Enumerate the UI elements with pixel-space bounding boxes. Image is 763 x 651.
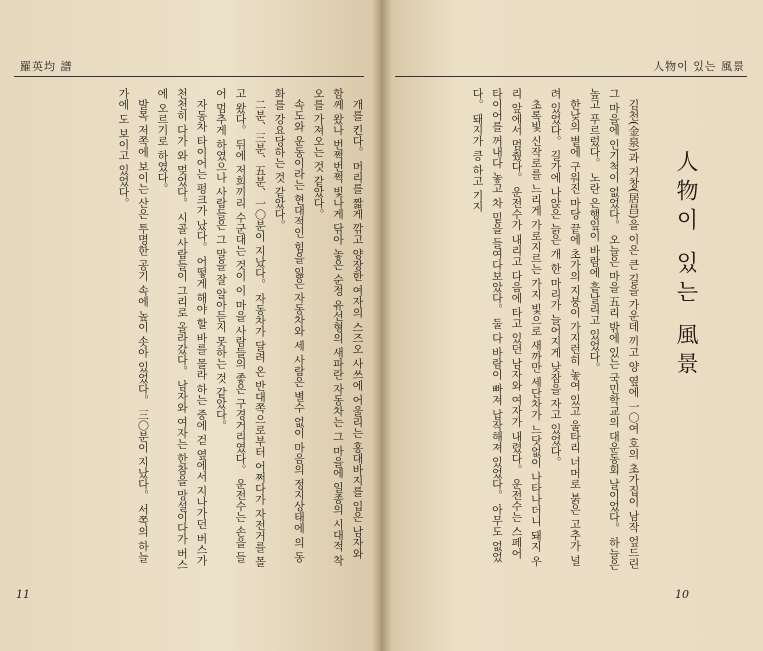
paragraph: 자동차 타이어는 펑크가 났다。 어떻게 해야 할 바를 몰라 하는 중에 걷 옆에서 지나가던 버스가 천천히 다가 와 멎었다。 시골 사람들이 그리로 올라갔다。 남자와 여자는 한참을 망설이다가 버스에 오르기로 하였다。 [156,88,208,570]
left-page [0,0,381,651]
running-head-right: 人物이 있는 風景 [653,60,745,73]
running-head-left: 羅英均 譜 [20,60,73,73]
header-rule-left [14,76,364,77]
paragraph: 김천(金泉)과 거창(居昌)을 이은 큰 길을 가운데 끼고 양 옆에 一〇여 호의 초가집이 남작 엎드린 그 마을에 인기척이 없었다。 오늘은 마을 五리 밖에 있는 국민학교의 대운동회 날이었다。 하늘은 높고 푸르렀다。 노란 은행잎이 바람에 흩날리고 있었다。 [588,88,640,570]
body-text-left [12,88,367,573]
chapter-title: 人物이 있는 風景 [673,150,698,381]
page-number-right: 10 [675,588,689,601]
paragraph: 二분、三분、五분、一〇분이 지났다。 자동차가 달려 온 반대쪽으로부터 어쩌다가 자전거를 몰고 왔다。 뒤에 저희끼리 수군대는 것이 이 마을 사람들의 좋은 구경거리였다。 운전수는 손을 들어 멈추게 하였으나 사람들은 그 말을 잘 알아듣지 못하는 것 같았다。 [214,88,267,567]
header-rule-right [395,76,747,77]
paragraph: 한낮의 볕에 구워진 마당 끝에 초가의 지붕이 가지런히 놓여 있고 울타리 너머로 붉은 고추가 널려 있었다。 길가에 나앉은 늙은 개 한 마리가 늘어지게 낮잠을 자고 있었다。 [549,88,582,566]
right-page [381,0,763,651]
paragraph: 초록빛 신작로를 느리게 가로지르는 가지 빛으로 새까만 세단차가 느닷없이 나타나더니 돼지 우리 앞에서 멈췄다。 운전수가 내리고 다음에 타고 있던 남자와 여자가 내렸다。 운전수는 스페어 타이어를 꺼내다 놓고 차 밑을 들여다보았다。 둘 다 바람이 빠져 납작해져 있었다。 아무도 없었다。 돼지가 킁 하고 기지 [471,88,543,567]
paragraph: 발목 저쪽에 보이는 산은 투명한 공기 속에 높이 솟아 있었다。 三〇분이 지났다。 서쪽의 하늘 가에 도 보이고 있었다。 [117,88,150,563]
paragraph: 속도와 운동이라는 현대적인 힘을 잃은 자동차와 세 사람은 별수 없이 마음의 정지상태에 의 동화를 강요당하는 것 같았다。 [273,88,306,563]
book-gutter [372,0,392,651]
page-number-left: 11 [16,588,30,601]
paragraph: 개를 킨다。 머리를 짧게 깎고 양장한 여자의 스즈오 사쓰에 어울리는 홍대바지를 입은 남자와 함께 왔나 번쩍번쩍 빛나게 닦아 놓은 순정 유선형의 새파란 자동차는 그 마을에 일종의 시대적 착오를 가져오는 것 같았다。 [312,88,364,566]
body-text-right [393,88,643,573]
